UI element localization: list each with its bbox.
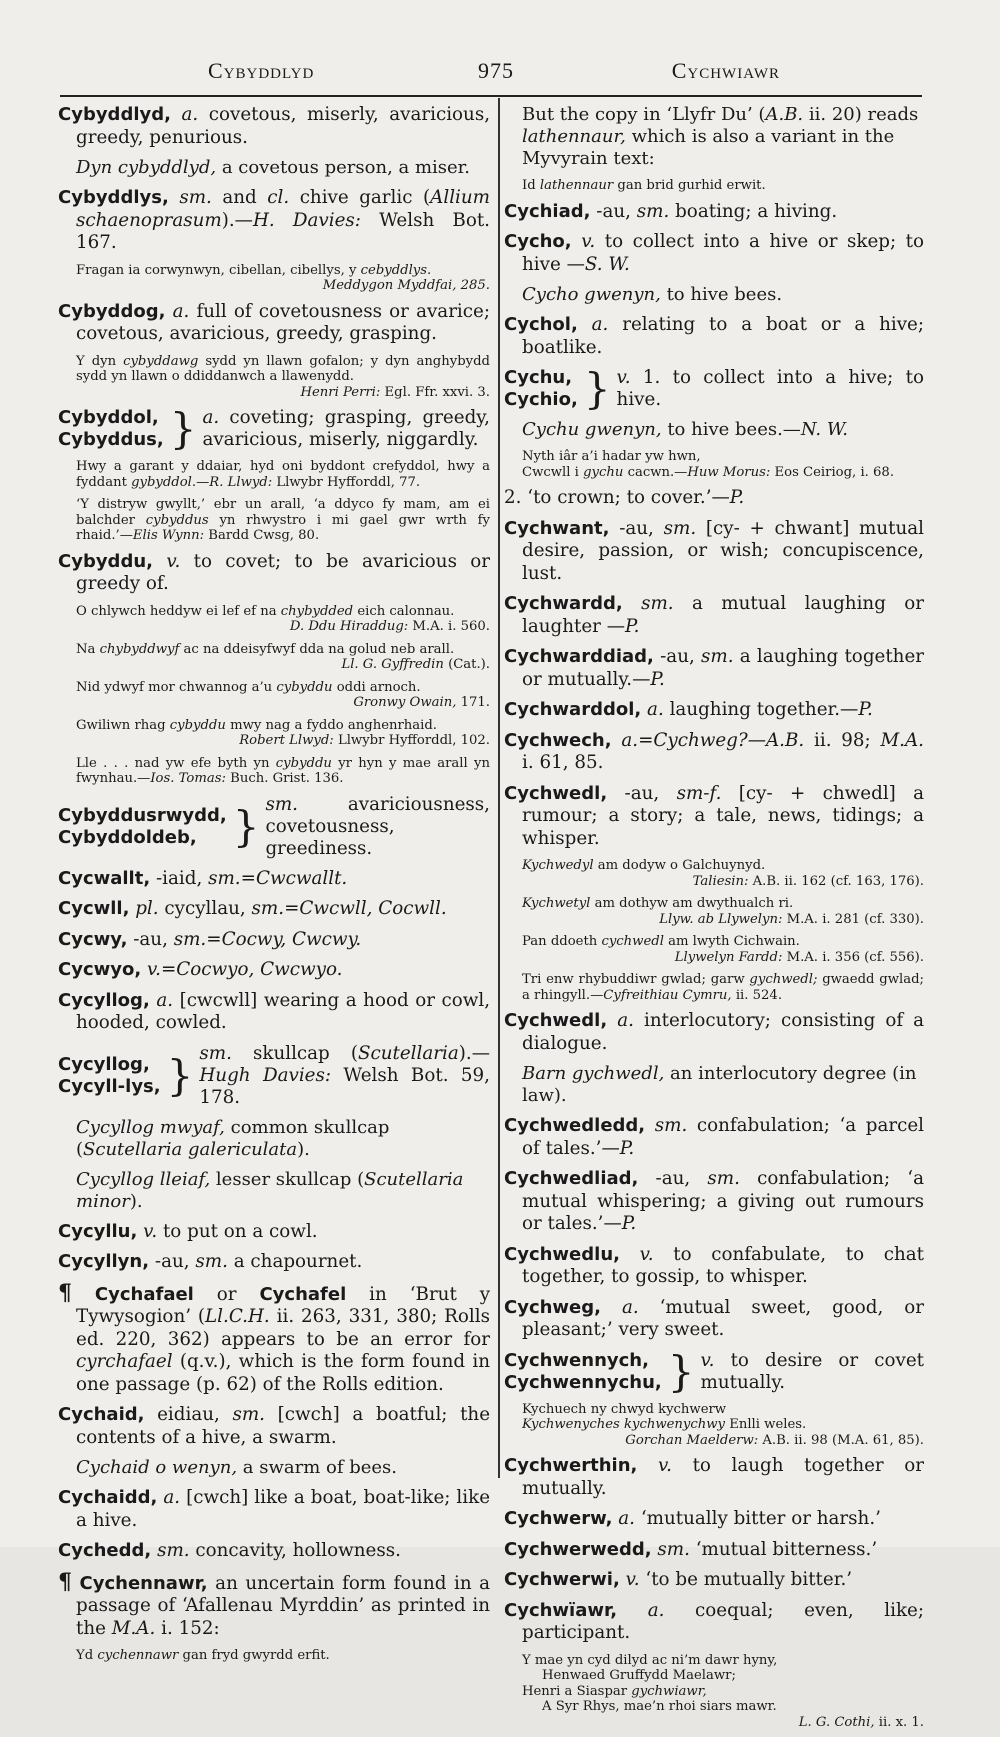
entry: Cychedd, sm. concavity, hollowness. [58, 1540, 401, 1561]
entry: Cychwant, -au, sm. [cy- + chwant] mutual desire, passion, or wish; concupiscence, lust. [504, 517, 925, 584]
citation: Fragan ia corwynwyn, cibellan, cibellys, y cebyddlys. Meddygon Myddfai, 285. [76, 262, 490, 293]
citation: Yd cychennawr gan fryd gwyrdd erfit. [76, 1648, 330, 1663]
citation: Y mae yn cyd dilyd ac ni’m dawr hyny, Henwaed Gruffydd Maelawr; Henri a Siaspar gychwiawr, A Syr Rhys, mae’n rhoi siars mawr. L. G. Cothi, ii. x. 1. [522, 1652, 924, 1730]
entry: Cycwyo, v.=Cocwyo, Cwcwyo. [58, 959, 343, 980]
citation: Hwy a garant y ddaiar, hyd oni byddont crefyddol, hwy a fyddant gybyddol.—R. Llwyd: Llwybr Hyfforddl, 77. [76, 459, 490, 490]
entry: Cychwerw, a. ‘mutually bitter or harsh.’ [504, 1508, 881, 1529]
entry: Cychwedl, -au, sm-f. [cy- + chwedl] a rumour; a story; a tale, news, tidings; a whisper. [504, 782, 925, 849]
entry: Cychwedliad, -au, sm. confabulation; ‘a mutual whispering; a giving out rumours or tales.’—P. [504, 1168, 924, 1234]
citation: Pan ddoeth cychwedl am lwyth Cichwain. Llywelyn Fardd: M.A. i. 356 (cf. 556). [522, 934, 924, 965]
entry-pair: Cybyddusrwydd, Cybyddoldeb, } sm. avariciousness, covetousness, greediness. [58, 793, 490, 859]
note-entry: ¶ Cychafael or Cychafel in ‘Brut y Tywysogion’ (Ll.C.H. ii. 263, 331, 380; Rolls ed. 220, 362) appears to be an error for cyrchafael (q.v.), which is the form found in one passage (p. 62) of the Rolls edition. [58, 1279, 491, 1395]
entry: Cychwerthin, v. to laugh together or mutually. [504, 1455, 924, 1499]
entry-pair: Cychu, Cychio, } v. 1. to collect into a hive; to hive. [504, 364, 924, 413]
entry: Cychwedlu, v. to confabulate, to chat together, to gossip, to whisper. [504, 1243, 925, 1287]
entry-example: Cycyllog mwyaf, common skullcap (Scutellaria galericulata). [76, 1116, 390, 1160]
citation: Na chybyddwyf ac na ddeisyfwyf dda na golud neb arall. Ll. G. Gyffredin (Cat.). [76, 641, 490, 672]
entry-pair: Cybyddol, Cybyddus, } a. coveting; grasping, greedy, avaricious, miserly, niggardly. [58, 404, 490, 453]
pilcrow-icon: ¶ [58, 1568, 72, 1595]
entry: Cychaid, eidiau, sm. [cwch] a boatful; the contents of a hive, a swarm. [58, 1404, 491, 1448]
entry: Cychol, a. relating to a boat or a hive; boatlike. [504, 314, 924, 358]
entry: Cychwerwedd, sm. ‘mutual bitterness.’ [504, 1538, 878, 1560]
entry: Cychwedl, a. interlocutory; consisting of a dialogue. [504, 1010, 925, 1054]
citation: Nyth iâr a’i hadar yw hwn, Cwcwll i gychu cacwn.—Huw Morus: Eos Ceiriog, i. 68. [522, 449, 895, 480]
entry: Cychwedledd, sm. confabulation; ‘a parcel of tales.’—P. [504, 1115, 925, 1159]
entry: Cybyddlyd, a. covetous, miserly, avaricious, greedy, penurious. [58, 104, 491, 148]
entry: Cycyllu, v. to put on a cowl. [58, 1220, 318, 1242]
citation: Kychwedyl am dodyw o Galchuynyd. Taliesin: A.B. ii. 162 (cf. 163, 176). [522, 858, 924, 889]
entry-example: Cychu gwenyn, to hive bees.—N. W. [522, 419, 848, 440]
entry: Cycwy, -au, sm.=Cocwy, Cwcwy. [58, 928, 362, 950]
left-column [58, 104, 490, 1671]
citation: Id lathennaur gan brid gurhid erwit. [522, 178, 766, 193]
citation: Kychuech ny chwyd kychwerw Kychwenyches kychwenychwy Enlli weles. Gorchan Maelderw: A.B. ii. 98 (M.A. 61, 85). [522, 1401, 924, 1448]
note-entry: ¶ Cychennawr, an uncertain form found in a passage of ‘Afallenau Myrddin’ as printed in the M.A. i. 152: [58, 1568, 491, 1639]
entry: Cychweg, a. ‘mutual sweet, good, or pleasant;’ very sweet. [504, 1296, 924, 1340]
header-right-guide-word: Cychwiawr [671, 58, 780, 83]
citation: O chlywch heddyw ei lef ef na chybydded eich calonnau. D. Ddu Hiraddug: M.A. i. 560. [76, 603, 490, 634]
brace-icon: } [169, 404, 197, 453]
entry-example: Dyn cybyddlyd, a covetous person, a miser. [76, 157, 471, 178]
brace-icon: } [667, 1346, 695, 1396]
header-left-guide-word: Cybyddlyd [208, 58, 315, 83]
header-rule [60, 95, 922, 97]
brace-icon: } [166, 1050, 194, 1100]
citation: Y dyn cybyddawg sydd yn llawn gofalon; y dyn anghybydd sydd yn llawn o ddiddanwch a llawenydd. Henri Perri: Egl. Ffr. xxvi. 3. [76, 353, 490, 400]
entry: Cybyddlys, sm. and cl. chive garlic (Allium schaenoprasum).—H. Davies: Welsh Bot. 167. [58, 187, 490, 253]
entry: Cycwallt, -iaid, sm.=Cwcwallt. [58, 867, 348, 889]
right-column [504, 104, 924, 1737]
citation: Kychwetyl am dothyw am dwythualch ri. Llyw. ab Llywelyn: M.A. i. 281 (cf. 330). [522, 896, 924, 927]
entry: Cybyddu, v. to covet; to be avaricious or greedy of. [58, 550, 491, 594]
entry-sense: 2. ‘to crown; to cover.’—P. [504, 487, 745, 508]
brace-icon: } [232, 801, 260, 851]
entry: Cychwardd, sm. a mutual laughing or laughter —P. [504, 593, 925, 637]
entry-example: Cycyllog lleiaf, lesser skullcap (Scutellaria minor). [76, 1168, 464, 1212]
entry: Cycho, v. to collect into a hive or skep; to hive —S. W. [504, 231, 925, 275]
entry-example: Cychaid o wenyn, a swarm of bees. [76, 1457, 398, 1478]
entry: Cychwarddiad, -au, sm. a laughing together or mutually.—P. [504, 646, 925, 690]
entry: Cychwerwi, v. ‘to be mutually bitter.’ [504, 1569, 853, 1590]
citation: Nid ydwyf mor chwannog a’u cybyddu oddi arnoch. Gronwy Owain, 171. [76, 679, 490, 710]
page-number: 975 [478, 58, 514, 83]
citation: ‘Y distryw gwyllt,’ ebr un arall, ‘a ddyco fy mam, am ei balchder cybyddus yn rhwystro i mi gael gwr wrth fy rhaid.’—Elis Wynn: Bardd Cwsg, 80. [76, 497, 490, 543]
column-divider [498, 98, 500, 1478]
entry: Cycyllog, a. [cwcwll] wearing a hood or cowl, hooded, cowled. [58, 989, 491, 1033]
running-header [60, 52, 940, 92]
citation: Gwiliwn rhag cybyddu mwy nag a fyddo anghenrhaid. Robert Llwyd: Llwybr Hyfforddl, 102. [76, 717, 490, 748]
entry: Cycwll, pl. cycyllau, sm.=Cwcwll, Cocwll. [58, 898, 447, 919]
entry-example: Cycho gwenyn, to hive bees. [522, 284, 783, 305]
citation: Tri enw rhybuddiwr gwlad; garw gychwedl; gwaedd gwlad; a rhingyll.—Cyfreithiau Cymru, ii. 524. [522, 972, 924, 1003]
entry: Cychaidd, a. [cwch] like a boat, boat-like; like a hive. [58, 1487, 491, 1531]
entry: Cycyllyn, -au, sm. a chapournet. [58, 1251, 363, 1272]
entry: Cychiad, -au, sm. boating; a hiving. [504, 200, 838, 222]
continuation-text: But the copy in ‘Llyfr Du’ (A.B. ii. 20) reads lathennaur, which is also a variant in the Myvyrain text: [522, 104, 919, 169]
brace-icon: } [583, 364, 611, 413]
entry-pair: Cycyllog, Cycyll-lys, } sm. skullcap (Scutellaria).—Hugh Davies: Welsh Bot. 59, 178. [58, 1042, 490, 1108]
citation: Lle . . . nad yw efe byth yn cybyddu yr hyn y mae arall yn fwynhau.—Ios. Tomas: Buch. Grist. 136. [76, 755, 490, 786]
entry: Cychwïawr, a. coequal; even, like; participant. [504, 1599, 925, 1643]
entry: Cychwarddol, a. laughing together.—P. [504, 699, 873, 720]
entry: Cybyddog, a. full of covetousness or avarice; covetous, avaricious, greedy, grasping. [58, 300, 490, 344]
entry-example: Barn gychwedl, an interlocutory degree (in law). [522, 1063, 917, 1106]
entry-pair: Cychwennych, Cychwennychu, } v. to desire or covet mutually. [504, 1346, 924, 1396]
pilcrow-icon: ¶ [58, 1279, 72, 1306]
entry: Cychwech, a.=Cychweg?—A.B. ii. 98; M.A. i. 61, 85. [504, 729, 924, 773]
